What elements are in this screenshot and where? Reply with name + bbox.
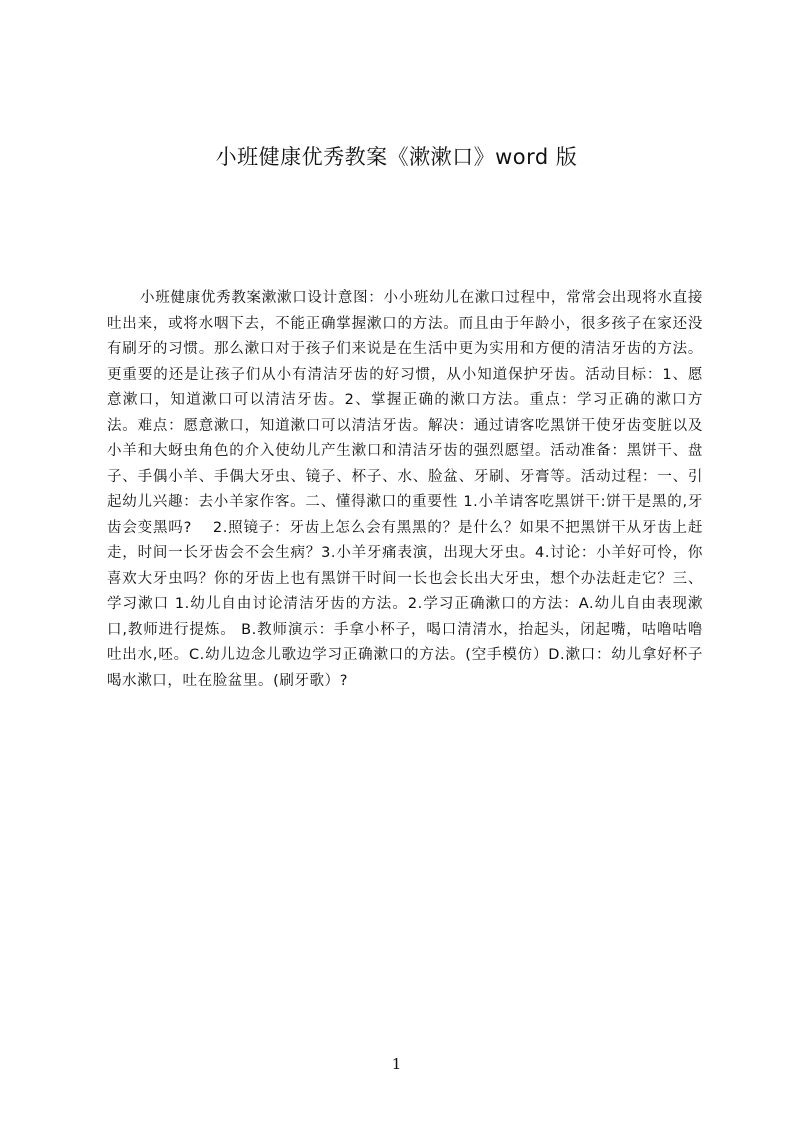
body-paragraph: 小班健康优秀教案漱漱口设计意图：小小班幼儿在漱口过程中，常常会出现将水直接吐出来，或将水咽下去，不能正确掌握漱口的方法。而且由于年龄小，很多孩子在家还没有刷牙的习惯。那么漱口对于孩子们来说是在生活中更为实用和方便的清洁牙齿的方法。更重要的还是让孩子们从小有清洁牙齿的好习惯，从小知道保护牙齿。活动目标：1、愿意漱口，知道漱口可以清洁牙齿。2、掌握正确的漱口方法。重点：学习正确的漱口方法。难点：愿意漱口，知道漱口可以清洁牙齿。解决：通过请客吃黑饼干使牙齿变脏以及小羊和大蚜虫角色的介入使幼儿产生漱口和清洁牙齿的强烈愿望。活动准备：黑饼干、盘子、手偶小羊、手偶大牙虫、镜子、杯子、水、脸盆、牙刷、牙膏等。活动过程：一、引起幼儿兴趣：去小羊家作客。二、懂得漱口的重要性 1.小羊请客吃黑饼干:饼干是黑的,牙齿会变黑吗? 2.照镜子：牙齿上怎么会有黑黑的？是什么？如果不把黑饼干从牙齿上赶走，时间一长牙齿会不会生病？3.小羊牙痛表演，出现大牙虫。4.讨论：小羊好可怜，你喜欢大牙虫吗？你的牙齿上也有黑饼干时间一长也会长出大牙虫，想个办法赶走它？三、学习漱口 1.幼儿自由讨论清洁牙齿的方法。2.学习正确漱口的方法：A.幼儿自由表现漱口,教师进行提炼。 B.教师演示：手拿小杯子，喝口清清水，抬起头，闭起嘴，咕噜咕噜吐出水,呸。C.幼儿边念儿歌边学习正确漱口的方法。(空手模仿）D.漱口：幼儿拿好杯子喝水漱口，吐在脸盆里。(刷牙歌）? [107, 290, 703, 689]
page-number: 1 [391, 1055, 402, 1073]
document-title: 小班健康优秀教案《漱漱口》word 版 [215, 145, 578, 169]
